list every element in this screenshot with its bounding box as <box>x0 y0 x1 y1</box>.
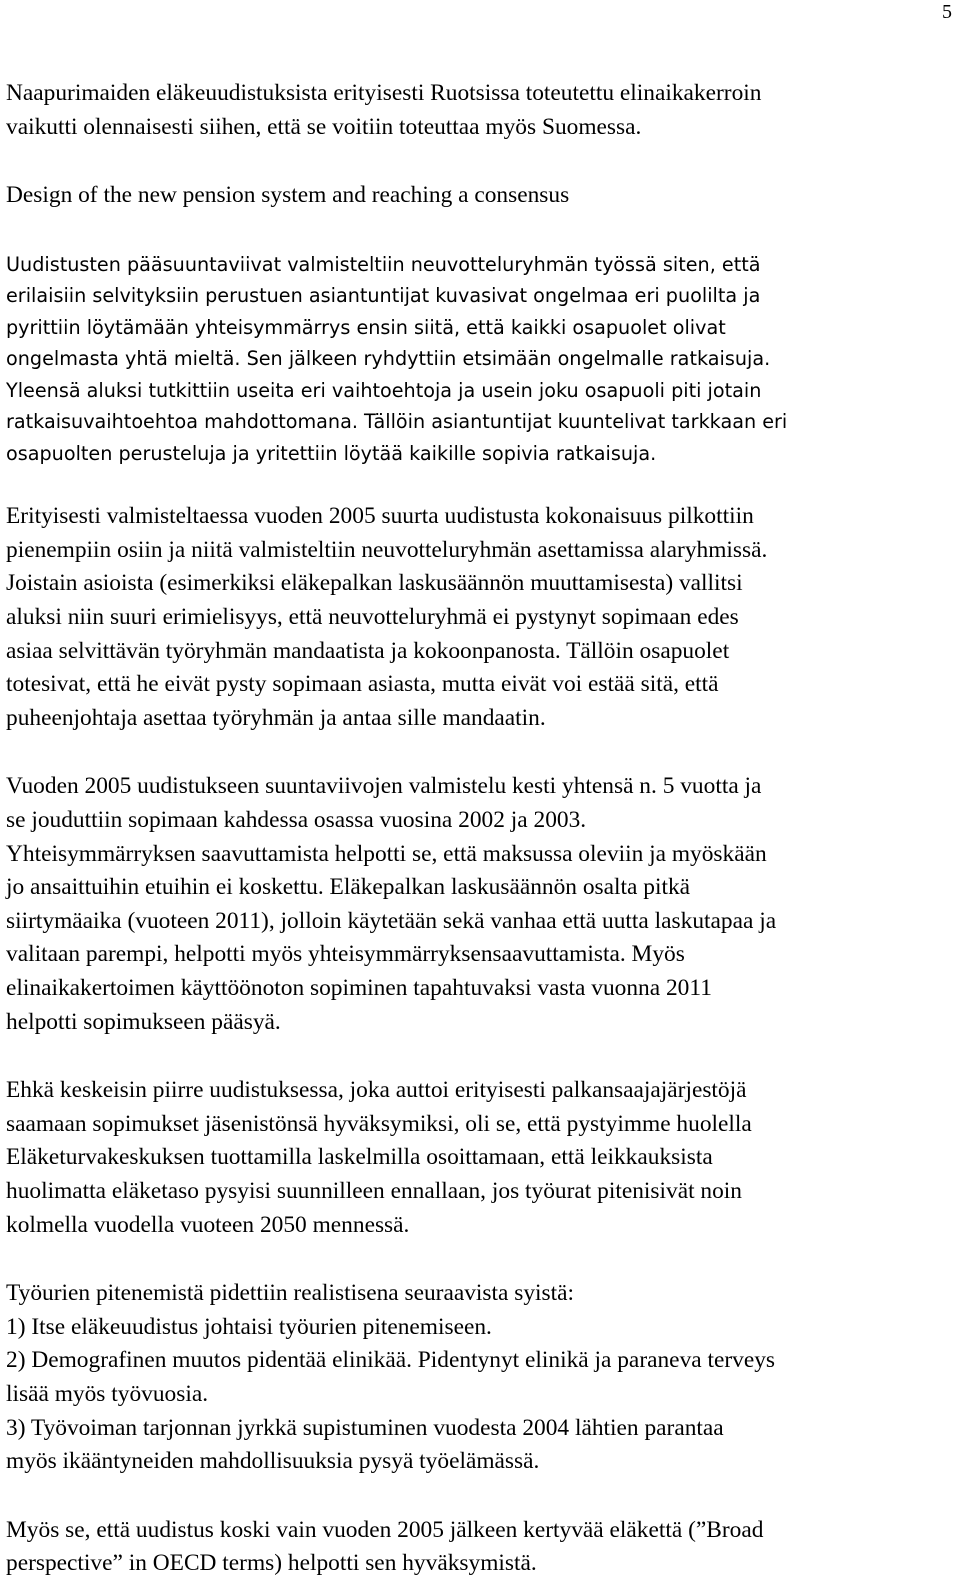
text-line: Yhteisymmärryksen saavuttamista helpotti se, että maksussa oleviin ja myöskään <box>6 840 767 867</box>
paragraph-timeline <box>6 770 956 1039</box>
text-line: valitaan parempi, helpotti myös yhteisymmärryksensaavuttamista. Myös <box>6 941 685 968</box>
text-line: Uudistusten pääsuuntaviivat valmisteltiin neuvotteluryhmän työssä siten, että <box>6 252 761 276</box>
text-line: Myös se, että uudistus koski vain vuoden 2005 jälkeen kertyvää eläkettä (”Broad <box>6 1516 764 1543</box>
text-line: Työurien pitenemistä pidettiin realistisena seuraavista syistä: <box>6 1280 575 1307</box>
text-line: Eläketurvakeskuksen tuottamilla laskelmilla osoittamaan, että leikkauksista <box>6 1144 713 1171</box>
text-line: Erityisesti valmisteltaessa vuoden 2005 suurta uudistusta kokonaisuus pilkottiin <box>6 503 754 530</box>
list-item: 2) Demografinen muutos pidentää elinikää. Pidentynyt elinikä ja paraneva terveys <box>6 1347 776 1374</box>
text-line: siirtymäaika (vuoteen 2011), jolloin käytetään sekä vanhaa että uutta laskutapaa ja <box>6 907 777 934</box>
paragraph-reasons-list <box>6 1277 956 1479</box>
paragraph-broad-perspective <box>6 1514 956 1581</box>
text-line: Vuoden 2005 uudistukseen suuntaviivojen valmistelu kesti yhtensä n. 5 vuotta ja <box>6 773 762 800</box>
text-line: jo ansaittuihin etuihin ei koskettu. Eläkepalkan laskusäännön osalta pitkä <box>6 874 691 901</box>
section-heading <box>6 179 956 213</box>
text-line: pyrittiin löytämään yhteisymmärrys ensin siitä, että kaikki osapuolet olivat <box>6 315 726 339</box>
text-line: helpotti sopimukseen pääsyä. <box>6 1008 281 1035</box>
paragraph-subgroups <box>6 500 956 735</box>
text-line: myös ikääntyneiden mahdollisuuksia pysyä työelämässä. <box>6 1448 540 1475</box>
page-number: 5 <box>942 1 952 23</box>
text-line: saamaan sopimukset jäsenistönsä hyväksymiksi, oli se, että pystyimme huolella <box>6 1110 752 1137</box>
text-line: ratkaisuvaihtoehtoa mahdottomana. Tällöin asiantuntijat kuuntelivat tarkkaan eri <box>6 410 788 434</box>
document-body <box>6 77 956 1581</box>
text-line: Joistain asioista (esimerkiksi eläkepalkan laskusäännön muuttamisesta) vallitsi <box>6 570 743 597</box>
text-line: se jouduttiin sopimaan kahdessa osassa vuosina 2002 ja 2003. <box>6 807 587 834</box>
list-item: 1) Itse eläkeuudistus johtaisi työurien pitenemiseen. <box>6 1313 492 1340</box>
text-line: vaikutti olennaisesti siihen, että se voitiin toteuttaa myös Suomessa. <box>6 113 642 140</box>
text-line: aluksi niin suuri erimielisyys, että neuvotteluryhmä ei pystynyt sopimaan edes <box>6 604 739 631</box>
text-line: huolimatta eläketaso pysyisi suunnilleen ennallaan, jos työurat pitenisivät noin <box>6 1177 743 1204</box>
text-line: osapuolten perusteluja ja yritettiin löytää kaikille sopivia ratkaisuja. <box>6 441 657 465</box>
text-line: lisää myös työvuosia. <box>6 1380 209 1407</box>
heading-text: Design of the new pension system and reaching a consensus <box>6 182 570 209</box>
list-item: 3) Työvoiman tarjonnan jyrkkä supistuminen vuodesta 2004 lähtien parantaa <box>6 1414 724 1441</box>
text-line: asiaa selvittävän työryhmän mandaatista ja kokoonpanosta. Tällöin osapuolet <box>6 637 730 664</box>
text-line: Ehkä keskeisin piirre uudistuksessa, joka auttoi erityisesti palkansaajajärjestöjä <box>6 1077 747 1104</box>
text-line: ongelmasta yhtä mieltä. Sen jälkeen ryhdyttiin etsimään ongelmalle ratkaisuja. <box>6 347 771 371</box>
text-line: erilaisiin selvityksiin perustuen asiantuntijat kuvasivat ongelmaa eri puolilta ja <box>6 284 761 308</box>
paragraph-process <box>6 249 956 470</box>
text-line: Yleensä aluksi tutkittiin useita eri vaihtoehtoja ja usein joku osapuoli piti jotain <box>6 378 762 402</box>
text-line: totesivat, että he eivät pysty sopimaan asiasta, mutta eivät voi estää sitä, että <box>6 671 719 698</box>
text-line: kolmella vuodella vuoteen 2050 mennessä. <box>6 1211 410 1238</box>
text-line: puheenjohtaja asettaa työryhmän ja antaa sille mandaatin. <box>6 704 546 731</box>
intro-paragraph <box>6 77 956 144</box>
paragraph-key-feature <box>6 1074 956 1242</box>
text-line: perspective” in OECD terms) helpotti sen hyväksymistä. <box>6 1550 537 1577</box>
text-line: pienempiin osiin ja niitä valmisteltiin neuvotteluryhmän asettamissa alaryhmissä. <box>6 536 768 563</box>
text-line: Naapurimaiden eläkeuudistuksista erityisesti Ruotsissa toteutettu elinaikakerroin <box>6 80 762 106</box>
text-line: elinaikakertoimen käyttöönoton sopiminen tapahtuvaksi vasta vuonna 2011 <box>6 975 712 1001</box>
